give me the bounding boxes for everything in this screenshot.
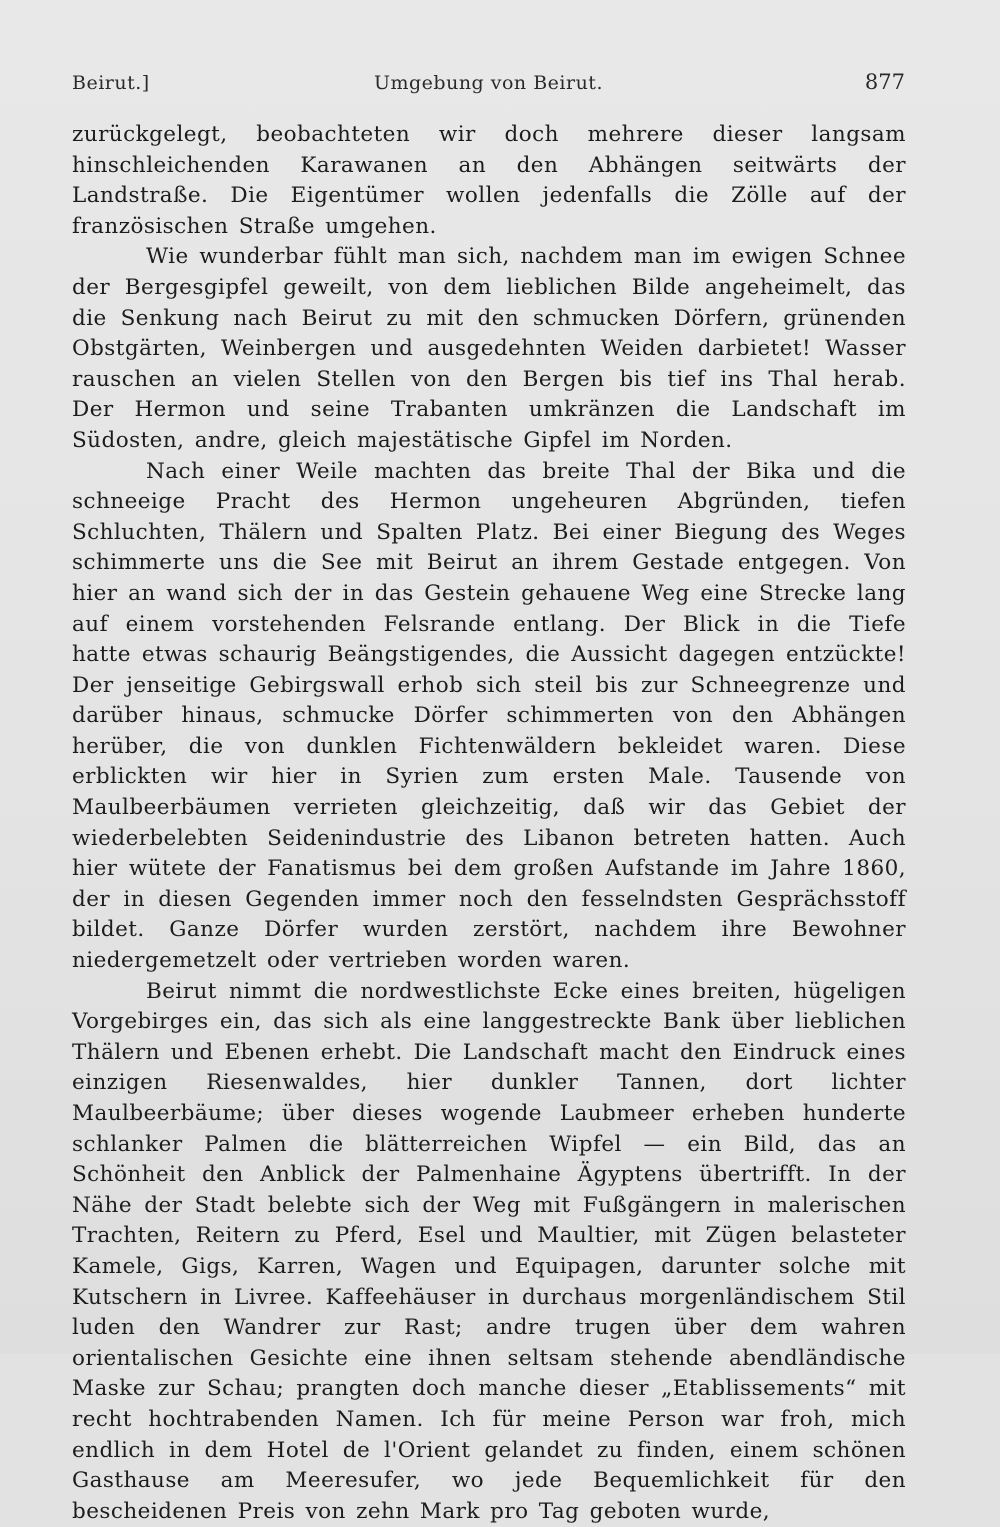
- paragraph: Wie wunderbar fühlt man sich, nachdem man im ewigen Schnee der Bergesgipfel geweilt, von dem lieblichen Bilde angeheimelt, das die Senkung nach Beirut zu mit den schmucken Dörfern, grünenden Obstgärten, Weinbergen und ausgedehnten Weiden darbietet! Wasser rauschen an vielen Stellen von den Bergen bis tief ins Thal herab. Der Hermon und seine Trabanten umkränzen die Landschaft im Südosten, andre, gleich majestätische Gipfel im Norden.: [72, 244, 906, 453]
- paragraph: Nach einer Weile machten das breite Thal der Bika und die schneeige Pracht des Hermon ungeheuren Abgründen, tiefen Schluchten, Thälern und Spalten Platz. Bei einer Biegung des Weges schimmerte uns die See mit Beirut an ihrem Gestade entgegen. Von hier an wand sich der in das Gestein gehauene Weg eine Strecke lang auf einem vorstehenden Felsrande entlang. Der Blick in die Tiefe hatte etwas schaurig Beängstigendes, die Aussicht dagegen entzückte! Der jenseitige Gebirgswall erhob sich steil bis zur Schneegrenze und darüber hinaus, schmucke Dörfer schimmerten von den Abhängen herüber, die von dunklen Fichtenwäldern bekleidet waren. Diese erblickten wir hier in Syrien zum ersten Male. Tausende von Maulbeerbäumen verrieten gleichzeitig, daß wir das Gebiet der wiederbelebten Seidenindustrie des Libanon betreten hatten. Auch hier wütete der Fanatismus bei dem großen Aufstande im Jahre 1860, der in diesen Gegenden immer noch den fesselndsten Gesprächsstoff bildet. Ganze Dörfer wurden zerstört, nachdem ihre Bewohner niedergemetzelt oder vertrieben worden waren.: [72, 458, 906, 974]
- page-number: 877: [864, 70, 905, 94]
- header-section-label: Beirut.]: [72, 72, 150, 94]
- paragraph: Beirut nimmt die nordwestlichste Ecke eines breiten, hügeligen Vorgebirges ein, das sich als eine langgestreckte Bank über lieblichen Thälern und Ebenen erhebt. Die Landschaft macht den Eindruck eines einzigen Riesenwaldes, hier dunkler Tannen, dort lichter Maulbeerbäume; über dieses wogende Laubmeer erheben hunderte schlanker Palmen die blätterreichen Wipfel — ein Bild, das an Schönheit den Anblick der Palmenhaine Ägyptens übertrifft. In der Nähe der Stadt belebte sich der Weg mit Fußgängern in malerischen Trachten, Reitern zu Pferd, Esel und Maultier, mit Zügen belasteter Kamele, Gigs, Karren, Wagen und Equipagen, darunter solche mit Kutschern in Livree. Kaffeehäuser in durchaus morgenländischem Stil luden den Wandrer zur Rast; andre trugen über dem wahren orientalischen Gesichte eine ihnen seltsam stehende abendländische Maske zur Schau; prangten doch manche dieser „Etablissements“ mit recht hochtrabenden Namen. Ich für meine Person war froh, mich endlich in dem Hotel de l'Orient gelandet zu finden, einem schönen Gasthause am Meeresufer, wo jede Bequemlichkeit für den bescheidenen Preis von zehn Mark pro Tag geboten wurde,: [72, 978, 906, 1524]
- header-title: Umgebung von Beirut.: [373, 72, 603, 94]
- paragraph: zurückgelegt, beobachteten wir doch mehrere dieser langsam hinschleichenden Karawanen an den Abhängen seitwärts der Landstraße. Die Eigentümer wollen jedenfalls die Zölle auf der französischen Straße umgehen.: [72, 122, 906, 239]
- body-text: [72, 120, 906, 1527]
- running-header: [72, 66, 905, 98]
